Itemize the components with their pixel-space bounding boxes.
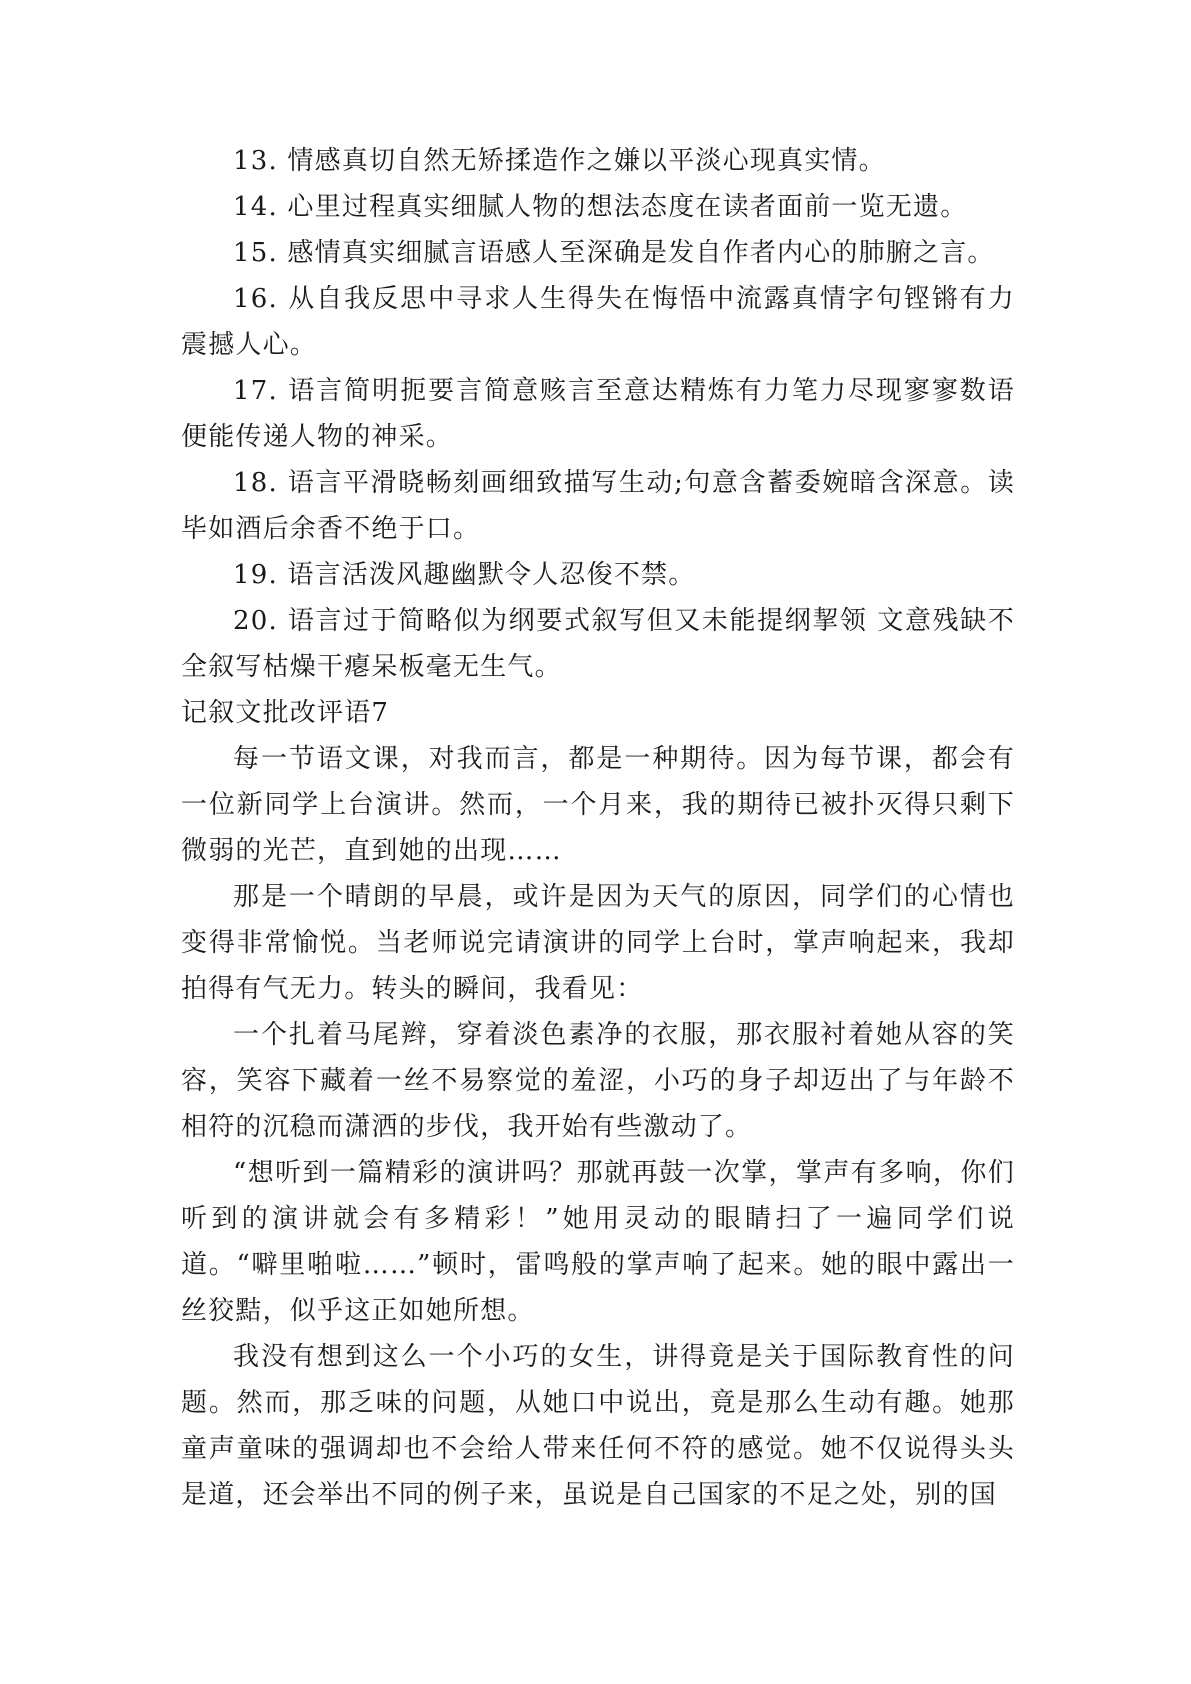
essay-paragraph-3: 一个扎着马尾辫，穿着淡色素净的衣服，那衣服衬着她从容的笑容，笑容下藏着一丝不易察觉的羞涩，小巧的身子却迈出了与年龄不相符的沉稳而潇洒的步伐，我开始有些激动了。 [181, 1020, 1015, 1142]
list-item-16: 16. 从自我反思中寻求人生得失在悔悟中流露真情字句铿锵有力震撼人心。 [181, 284, 1015, 360]
list-item-14: 14. 心里过程真实细腻人物的想法态度在读者面前一览无遗。 [233, 192, 968, 222]
section-title: 记叙文批改评语7 [181, 698, 390, 728]
list-item-15: 15. 感情真实细腻言语感人至深确是发自作者内心的肺腑之言。 [233, 238, 995, 268]
essay-paragraph-5: 我没有想到这么一个小巧的女生，讲得竟是关于国际教育性的问题。然而，那乏味的问题，从她口中说出，竟是那么生动有趣。她那童声童味的强调却也不会给人带来任何不符的感觉。她不仅说得头头是道，还会举出不同的例子来，虽说是自己国家的不足之处，别的国 [181, 1342, 1015, 1510]
essay-paragraph-1: 每一节语文课，对我而言，都是一种期待。因为每节课，都会有一位新同学上台演讲。然而，一个月来，我的期待已被扑灭得只剩下微弱的光芒，直到她的出现…… [181, 744, 1015, 866]
list-item-17: 17. 语言简明扼要言简意赅言至意达精炼有力笔力尽现寥寥数语便能传递人物的神采。 [181, 376, 1015, 452]
list-item-20: 20. 语言过于简略似为纲要式叙写但又未能提纲挈领 文意残缺不全叙写枯燥干瘪呆板毫无生气。 [181, 606, 1015, 682]
list-item-18: 18. 语言平滑晓畅刻画细致描写生动;句意含蓄委婉暗含深意。读毕如酒后余香不绝于口。 [181, 468, 1015, 544]
list-item-13: 13. 情感真切自然无矫揉造作之嫌以平淡心现真实情。 [233, 146, 886, 176]
essay-paragraph-4: “想听到一篇精彩的演讲吗？那就再鼓一次掌，掌声有多响，你们听到的演讲就会有多精彩！”她用灵动的眼睛扫了一遍同学们说道。“噼里啪啦……”顿时，雷鸣般的掌声响了起来。她的眼中露出一丝狡黠，似乎这正如她所想。 [181, 1158, 1015, 1326]
document-body [181, 138, 1015, 1518]
essay-paragraph-2: 那是一个晴朗的早晨，或许是因为天气的原因，同学们的心情也变得非常愉悦。当老师说完请演讲的同学上台时，掌声响起来，我却拍得有气无力。转头的瞬间，我看见： [181, 882, 1015, 1004]
list-item-19: 19. 语言活泼风趣幽默令人忍俊不禁。 [233, 560, 696, 590]
